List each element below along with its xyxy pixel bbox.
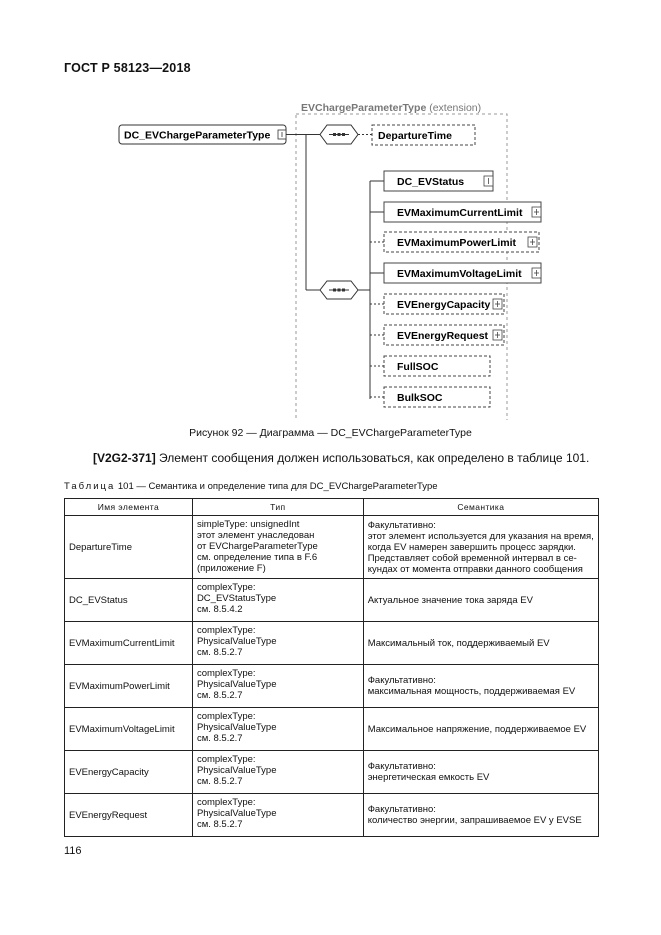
table-row	[65, 794, 599, 837]
expand-icon[interactable]	[484, 176, 493, 186]
element-box	[384, 171, 493, 191]
table-row	[65, 708, 599, 751]
schema-diagram	[0, 0, 661, 420]
cell-type: complexType: PhysicalValueType см. 8.5.2.7	[192, 794, 363, 837]
connector-lines	[286, 135, 384, 400]
cell-type: complexType: PhysicalValueType см. 8.5.2.7	[192, 622, 363, 665]
requirement-text: Элемент сообщения должен использоваться, как определено в таблице 101.	[155, 451, 590, 465]
element-box	[372, 125, 475, 145]
cell-semantics: Максимальный ток, поддерживаемый EV	[363, 622, 598, 665]
cell-element-name: EVMaximumVoltageLimit	[65, 708, 193, 751]
element-label: FullSOC	[397, 361, 439, 373]
element-box	[384, 263, 541, 283]
element-box	[384, 325, 504, 345]
cell-semantics: Факультативно: энергетическая емкость EV	[363, 751, 598, 794]
cell-type: complexType: DC_EVStatusType см. 8.5.4.2	[192, 579, 363, 622]
root-type-label: DC_EVChargeParameterType	[124, 129, 271, 142]
element-label: EVEnergyCapacity	[397, 299, 491, 311]
element-label: EVMaximumCurrentLimit	[397, 207, 523, 219]
extension-type-label: EVChargeParameterType (extension)	[301, 102, 482, 114]
cell-element-name: EVMaximumPowerLimit	[65, 665, 193, 708]
cell-element-name: EVEnergyCapacity	[65, 751, 193, 794]
element-box	[384, 202, 541, 222]
figure-caption: Рисунок 92 — Диаграмма — DC_EVChargeParameterType	[189, 427, 472, 439]
cell-element-name: EVEnergyRequest	[65, 794, 193, 837]
element-label: EVEnergyRequest	[397, 330, 489, 342]
element-label: BulkSOC	[397, 392, 443, 404]
table-caption	[64, 481, 438, 492]
table-caption-text: 101 — Семантика и определение типа для DC_EVChargeParameterType	[115, 481, 438, 492]
element-label: DC_EVStatus	[397, 176, 465, 188]
element-box	[384, 294, 504, 314]
column-header-name: Имя элемента	[65, 499, 193, 516]
cell-semantics: Актуальное значение тока заряда EV	[363, 579, 598, 622]
element-label: DepartureTime	[378, 130, 452, 142]
cell-element-name: DC_EVStatus	[65, 579, 193, 622]
table-row	[65, 751, 599, 794]
sequence-compositor-icon	[320, 125, 358, 144]
table-row	[65, 665, 599, 708]
sequence-compositor-icon	[320, 281, 358, 299]
cell-semantics: Факультативно: количество энергии, запрашиваемое EV у EVSE	[363, 794, 598, 837]
requirement-id: [V2G2-371]	[93, 451, 156, 465]
cell-element-name: EVMaximumCurrentLimit	[65, 622, 193, 665]
table-caption-label: Таблица	[64, 481, 116, 492]
cell-element-name: DepartureTime	[65, 516, 193, 579]
cell-type: complexType: PhysicalValueType см. 8.5.2.7	[192, 751, 363, 794]
cell-semantics: Максимальное напряжение, поддерживаемое EV	[363, 708, 598, 751]
document-header: ГОСТ Р 58123—2018	[64, 61, 191, 75]
element-box	[384, 232, 539, 252]
expand-icon[interactable]	[278, 130, 286, 139]
expand-icon[interactable]	[532, 207, 541, 217]
cell-semantics: Факультативно: максимальная мощность, поддерживаемая EV	[363, 665, 598, 708]
table-header-row	[65, 499, 599, 516]
cell-type: simpleType: unsignedInt этот элемент унаследован от EVChargeParameterType см. определение типа в F.6 (приложение F)	[192, 516, 363, 579]
table-row	[65, 579, 599, 622]
cell-type: complexType: PhysicalValueType см. 8.5.2.7	[192, 708, 363, 751]
table-row	[65, 622, 599, 665]
page-number: 116	[64, 845, 82, 857]
cell-type: complexType: PhysicalValueType см. 8.5.2.7	[192, 665, 363, 708]
expand-icon[interactable]	[532, 268, 541, 278]
column-header-type: Тип	[192, 499, 363, 516]
expand-icon[interactable]	[493, 299, 502, 309]
requirement-paragraph	[93, 451, 589, 465]
column-header-semantics: Семантика	[363, 499, 598, 516]
semantics-table	[64, 498, 599, 837]
element-label: EVMaximumPowerLimit	[397, 237, 517, 249]
element-box	[384, 356, 490, 376]
expand-icon[interactable]	[528, 237, 537, 247]
table-row	[65, 516, 599, 579]
cell-semantics: Факультативно: этот элемент используется для указания на время, когда EV намерен завершить процесс зарядки. Представляет собой временной интервал в се- кундах от момента отправки данного сообщения	[363, 516, 598, 579]
element-box	[384, 387, 490, 407]
expand-icon[interactable]	[493, 330, 502, 340]
element-label: EVMaximumVoltageLimit	[397, 268, 522, 280]
